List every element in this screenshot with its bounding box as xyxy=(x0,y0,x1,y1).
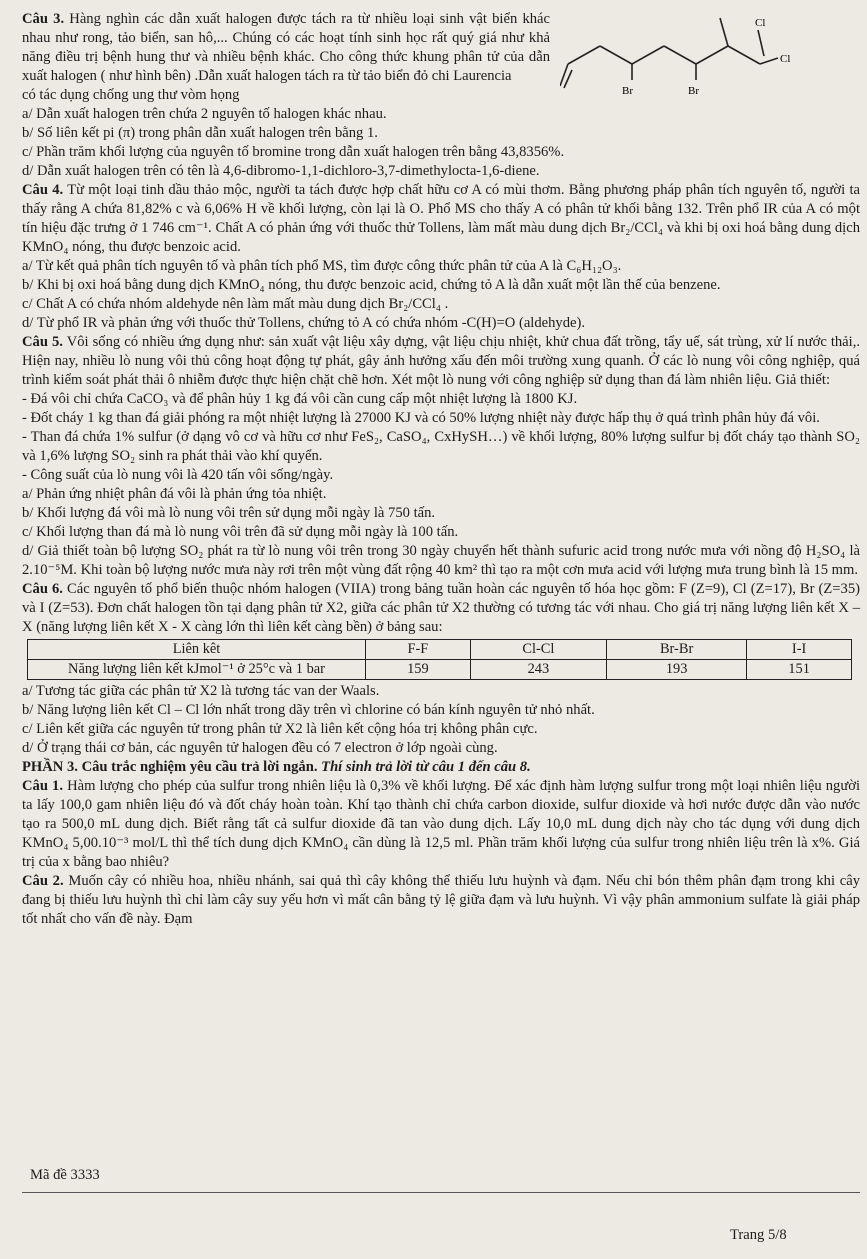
table-cell: F-F xyxy=(366,640,471,660)
part3-heading: PHẦN 3. Câu trắc nghiệm yêu cầu trả lời ngắn. xyxy=(22,759,318,775)
q6-body: Các nguyên tố phổ biến thuộc nhóm halogen (VIIA) trong bảng tuần hoàn các nguyên tố hóa học gồm: F (Z=9), Cl (Z=17), Br (Z=35) và I (Z=53). Đơn chất halogen tồn tại dạng phân tử X2, giữa các phân tử X2 thường có tương tác với nhau. Cho giá trị năng lượng liên kết X – X (năng lượng liên kết X - X càng lớn thì liên kết càng bền) ở bảng sau: xyxy=(22,581,860,635)
q5-stem xyxy=(22,333,860,390)
cl-label: Cl xyxy=(755,17,766,29)
q4-c: c/ Chất A có chứa nhóm aldehyde nên làm mất màu dung dịch Br₂/CCl₄ . xyxy=(22,296,449,312)
q5-number: Câu 5. xyxy=(22,334,63,350)
p3q2-number: Câu 2. xyxy=(22,873,64,889)
q5-d: d/ Giả thiết toàn bộ lượng SO₂ phát ra từ lò nung vôi trên trong 30 ngày chuyển hết thành sufuric acid trong nước mưa với nồng độ H₂SO₄ là 2.10⁻⁵M. Khi toàn bộ lượng nước mưa này rơi trên một vùng đất rộng 40 km² thì tạo ra một cơn mưa acid với lượng mưa trung bình là 15 mm. xyxy=(22,543,860,578)
q3-d: d/ Dẫn xuất halogen trên có tên là 4,6-dibromo-1,1-dichloro-3,7-dimethylocta-1,6-diene. xyxy=(22,163,540,179)
table-cell: Cl-Cl xyxy=(470,640,606,660)
q3-a: a/ Dẫn xuất halogen trên chứa 2 nguyên tố halogen khác nhau. xyxy=(22,106,387,122)
q5-h3: - Than đá chứa 1% sulfur (ở dạng vô cơ và hữu cơ như FeS₂, CaSO₄, CxHySH…) về khối lượng, 80% lượng sulfur bị đốt cháy tạo thành SO₂ và 1,6% lượng SO₂ sinh ra phát thải vào khí quyển. xyxy=(22,429,860,464)
q5-h1: - Đá vôi chỉ chứa CaCO₃ và để phân hủy 1 kg đá vôi cần cung cấp một nhiệt lượng là 1800 KJ. xyxy=(22,391,578,407)
footer-divider xyxy=(22,1192,860,1193)
table-row xyxy=(28,660,852,680)
table-cell: Br-Br xyxy=(607,640,747,660)
q4-a: a/ Từ kết quả phân tích nguyên tố và phân tích phổ MS, tìm được công thức phân tử của A là C₆H₁₂O₃. xyxy=(22,258,622,274)
table-cell: Năng lượng liên kết kJmol⁻¹ ở 25°c và 1 bar xyxy=(28,660,366,680)
q3-c: c/ Phần trăm khối lượng của nguyên tố bromine trong dẫn xuất halogen trên bằng 43,8356%. xyxy=(22,144,565,160)
q6-stem xyxy=(22,580,860,637)
q3-number: Câu 3. xyxy=(22,11,65,27)
q5-body: Vôi sống có nhiều ứng dụng như: sản xuất vật liệu xây dựng, vật liệu chịu nhiệt, khử chua đất trồng, tẩy uế, sát trùng, xử lí nước thải,. Hiện nay, nhiều lò nung vôi thủ công hoạt động tự phát, gây ảnh hưởng xấu đến môi trường xung quanh. Ở các lò nung vôi công nghiệp, quá trình kiểm soát phát thải ô nhiễm được thực hiện chặt chẽ hơn. Xét một lò nung với công nghiệp sử dụng than đá làm nhiên liệu. Giả thiết: xyxy=(22,334,861,388)
q3-b: b/ Số liên kết pi (π) trong phân dẫn xuất halogen trên bằng 1. xyxy=(22,125,378,141)
table-cell: I-I xyxy=(747,640,852,660)
q4-b: b/ Khi bị oxi hoá bằng dung dịch KMnO₄ nóng, thu được benzoic acid, chứng tỏ A là dẫn xuất một lần thế của benzene. xyxy=(22,277,721,293)
p3q2 xyxy=(22,872,860,929)
q6-a: a/ Tương tác giữa các phân tử X2 là tương tác van der Waals. xyxy=(22,683,380,699)
table-cell: Liên kêt xyxy=(28,640,366,660)
q5-a: a/ Phản ứng nhiệt phân đá vôi là phản ứng tỏa nhiệt. xyxy=(22,486,327,502)
cl-label: Cl xyxy=(780,53,791,65)
p3q1-body: Hàm lượng cho phép của sulfur trong nhiên liệu là 0,3% về khối lượng. Để xác định hàm lượng sulfur trong một loại nhiên liệu người ta lấy 100,0 gam nhiên liệu đó và đốt cháy hoàn toàn. Khí tạo thành chỉ chứa carbon dioxide, sulfur dioxide và hơi nước được dẫn vào nước tạo ra 500,0 mL dung dịch. Biết rằng tất cả sulfur dioxide đã tan vào dung dịch. Lấy 10,0 mL dung dịch này cho tác dụng với dung dịch KMnO₄ 5,00.10⁻³ mol/L thì thể tích dung dịch KMnO₄ cần dùng là 12,5 ml. Phần trăm khối lượng của sulfur trong nhiên liệu trên là x%. Giá trị của x bằng bao nhiêu? xyxy=(22,778,861,870)
q3-intro-cont: có tác dụng chống ung thư vòm họng xyxy=(22,87,240,103)
exam-code: Mã đề 3333 xyxy=(30,1167,100,1183)
q6-b: b/ Năng lượng liên kết Cl – Cl lớn nhất trong dãy trên vì chlorine có bán kính nguyên tử nhỏ nhất. xyxy=(22,702,595,718)
q5-h2: - Đốt cháy 1 kg than đá giải phóng ra một nhiệt lượng là 27000 KJ và có 50% lượng nhiệt này được hấp thụ ở quá trình phân hủy đá vôi. xyxy=(22,410,820,426)
q4-d: d/ Từ phổ IR và phản ứng với thuốc thử Tollens, chứng tỏ A có chứa nhóm -C(H)=O (aldehyde). xyxy=(22,315,586,331)
table-cell: 151 xyxy=(747,660,852,680)
q4-number: Câu 4. xyxy=(22,182,64,198)
q4-stem xyxy=(22,181,860,257)
q6-c: c/ Liên kết giữa các nguyên tử trong phân tử X2 là liên kết cộng hóa trị không phân cực. xyxy=(22,721,538,737)
table-cell: 193 xyxy=(607,660,747,680)
br-label: Br xyxy=(688,85,699,97)
q5-c: c/ Khối lượng than đá mà lò nung vôi trên đã sử dụng mỗi ngày là 100 tấn. xyxy=(22,524,459,540)
part3-instruction: Thí sinh trả lời từ câu 1 đến câu 8. xyxy=(317,759,531,775)
p3q1-number: Câu 1. xyxy=(22,778,63,794)
q6-d: d/ Ở trạng thái cơ bản, các nguyên tử halogen đều có 7 electron ở lớp ngoài cùng. xyxy=(22,740,498,756)
q3-body: Hàng nghìn các dẫn xuất halogen được tách ra từ nhiều loại sinh vật biển khác nhau như rong, tảo biển, san hô,... Chúng có các hoạt tính sinh học rất quý giá như khả năng điều trị bệnh hung thư và nhiều bệnh khác. Cho công thức khung phân tử của dẫn xuất halogen ( như hình bên) .Dẫn xuất halogen tách ra từ tảo biển đỏ chi Laurencia xyxy=(22,11,550,84)
br-label: Br xyxy=(622,85,633,97)
q5-h4: - Công suất của lò nung vôi là 420 tấn vôi sống/ngày. xyxy=(22,467,334,483)
table-cell: 243 xyxy=(470,660,606,680)
p3q2-body: Muốn cây có nhiều hoa, nhiều nhánh, sai quả thì cây không thể thiếu lưu huỳnh và đạm. Nếu chỉ bón thêm phân đạm trong khi cây đang bị thiếu lưu huỳnh thì chỉ làm cây suy yếu hơn vì mất cân bằng tỷ lệ giữa đạm và lưu huỳnh. Vì vậy phân ammonium sulfate là giải pháp tốt nhất cho vấn đề này. Đạm xyxy=(22,873,861,927)
q6-number: Câu 6. xyxy=(22,581,63,597)
page-number: Trang 5/8 xyxy=(730,1227,787,1243)
exam-text xyxy=(22,10,860,929)
bond-energy-table xyxy=(27,639,852,680)
p3q1 xyxy=(22,777,860,872)
q4-body: Từ một loại tinh dầu thảo mộc, người ta tách được hợp chất hữu cơ A có mùi thơm. Bằng phương pháp phân tích nguyên tố, người ta thấy rằng A chứa 81,82% c và 6,06% H về khối lượng, còn lại là O. Phổ MS cho thấy A có phân tử khối bằng 132. Trên phổ IR của A có một tín hiệu đặc trưng ở 1 746 cm⁻¹. Chất A có phản ứng với thuốc thử Tollens, làm mất màu dung dịch Br₂/CCl₄ và khi bị oxi hoá bằng dung dịch KMnO₄ nóng, thu được benzoic acid. xyxy=(22,182,861,255)
table-row xyxy=(28,640,852,660)
q3-intro xyxy=(22,10,550,86)
part3-title xyxy=(22,758,860,777)
table-cell: 159 xyxy=(366,660,471,680)
q5-b: b/ Khối lượng đá vôi mà lò nung vôi trên sử dụng mỗi ngày là 750 tấn. xyxy=(22,505,436,521)
